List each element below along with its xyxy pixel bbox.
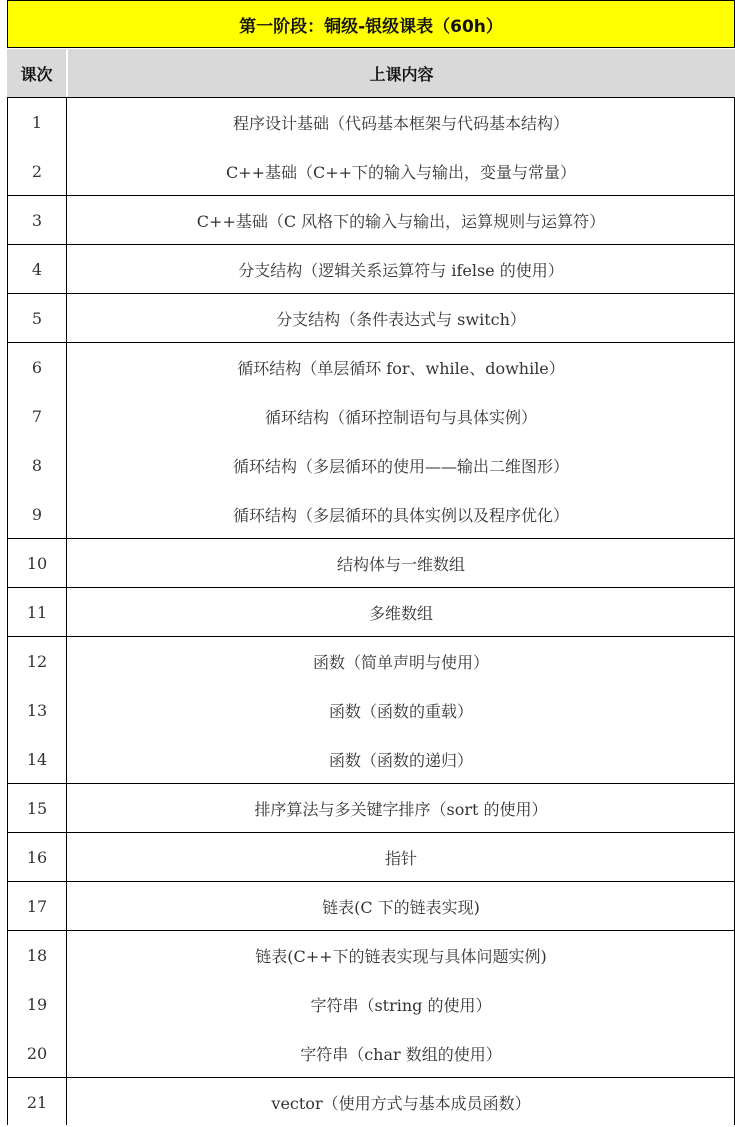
table-row	[7, 980, 735, 1029]
row-divider	[7, 832, 735, 833]
table-row	[7, 588, 735, 637]
lesson-content-cell: 循环结构（循环控制语句与具体实例）	[264, 408, 537, 427]
lesson-number-cell: 8	[31, 456, 43, 475]
lesson-content-cell: 程序设计基础（代码基本框架与代码基本结构）	[232, 114, 569, 133]
lesson-number-cell: 4	[31, 260, 43, 279]
header-lesson-number: 课次	[7, 49, 66, 97]
row-divider	[7, 293, 735, 294]
column-divider	[66, 97, 67, 1125]
lesson-number-cell: 2	[31, 162, 43, 181]
table-row	[7, 490, 735, 539]
lesson-number-cell: 1	[31, 113, 43, 132]
row-divider	[7, 1077, 735, 1078]
table-row	[7, 637, 735, 686]
lesson-number-cell: 18	[26, 946, 48, 965]
lesson-content-cell: 多维数组	[368, 604, 433, 623]
table-row	[7, 931, 735, 980]
lesson-content-cell: 循环结构（多层循环的使用——输出二维图形）	[232, 457, 569, 476]
lesson-number-cell: 6	[31, 358, 43, 377]
lesson-content-cell: 函数（简单声明与使用）	[312, 653, 489, 672]
row-divider	[7, 538, 735, 539]
lesson-number-cell: 14	[26, 750, 48, 769]
lesson-content-cell: 字符串（string 的使用）	[310, 996, 492, 1015]
lesson-number-cell: 12	[26, 652, 48, 671]
lesson-content-cell: 循环结构（多层循环的具体实例以及程序优化）	[232, 506, 569, 525]
lesson-content-cell: 链表(C 下的链表实现)	[322, 898, 480, 917]
lesson-number-cell: 21	[26, 1093, 48, 1112]
lesson-number-cell: 7	[31, 407, 43, 426]
table-row	[7, 1078, 735, 1127]
table-row	[7, 882, 735, 931]
table-title: 第一阶段：铜级-银级课表（60h）	[7, 0, 735, 48]
lesson-number-cell: 3	[31, 211, 43, 230]
table-row	[7, 245, 735, 294]
row-divider	[7, 930, 735, 931]
table-row	[7, 392, 735, 441]
lesson-number-cell: 5	[31, 309, 43, 328]
lesson-number-cell: 17	[26, 897, 48, 916]
table-row	[7, 294, 735, 343]
table-row	[7, 98, 735, 147]
lesson-content-cell: 分支结构（条件表达式与 switch）	[276, 310, 526, 329]
lesson-content-cell: 链表(C++下的链表实现与具体问题实例)	[255, 947, 547, 966]
lesson-content-cell: 排序算法与多关键字排序（sort 的使用）	[254, 800, 548, 819]
lesson-number-cell: 20	[26, 1044, 48, 1063]
row-divider	[7, 587, 735, 588]
row-divider	[7, 783, 735, 784]
table-row	[7, 147, 735, 196]
lesson-content-cell: 字符串（char 数组的使用）	[300, 1045, 502, 1064]
lesson-number-cell: 19	[26, 995, 48, 1014]
lesson-content-cell: 函数（函数的重载）	[328, 702, 473, 721]
lesson-content-cell: 函数（函数的递归）	[328, 751, 473, 770]
table-row	[7, 784, 735, 833]
header-bottom-divider	[7, 97, 735, 98]
table-row	[7, 686, 735, 735]
lesson-content-cell: vector（使用方式与基本成员函数）	[271, 1094, 531, 1113]
lesson-content-cell: C++基础（C++下的输入与输出，变量与常量）	[225, 163, 577, 182]
row-divider	[7, 636, 735, 637]
lesson-content-cell: 分支结构（逻辑关系运算符与 ifelse 的使用）	[238, 261, 564, 280]
lesson-content-cell: C++基础（C 风格下的输入与输出，运算规则与运算符）	[196, 212, 606, 231]
row-divider	[7, 881, 735, 882]
header-lesson-content: 上课内容	[68, 49, 735, 97]
lesson-number-cell: 9	[31, 505, 43, 524]
table-left-border	[7, 97, 8, 1125]
lesson-number-cell: 13	[26, 701, 48, 720]
table-row	[7, 1029, 735, 1078]
lesson-content-cell: 结构体与一维数组	[336, 555, 465, 574]
row-divider	[7, 244, 735, 245]
lesson-content-cell: 指针	[384, 849, 417, 868]
lesson-number-cell: 11	[26, 603, 48, 622]
table-row	[7, 539, 735, 588]
table-row	[7, 833, 735, 882]
lesson-number-cell: 15	[26, 799, 48, 818]
lesson-number-cell: 16	[26, 848, 48, 867]
table-row	[7, 441, 735, 490]
table-row	[7, 343, 735, 392]
row-divider	[7, 342, 735, 343]
row-divider	[7, 195, 735, 196]
lesson-number-cell: 10	[26, 554, 48, 573]
lesson-content-cell: 循环结构（单层循环 for、while、dowhile）	[237, 359, 565, 378]
table-row	[7, 196, 735, 245]
table-row	[7, 735, 735, 784]
